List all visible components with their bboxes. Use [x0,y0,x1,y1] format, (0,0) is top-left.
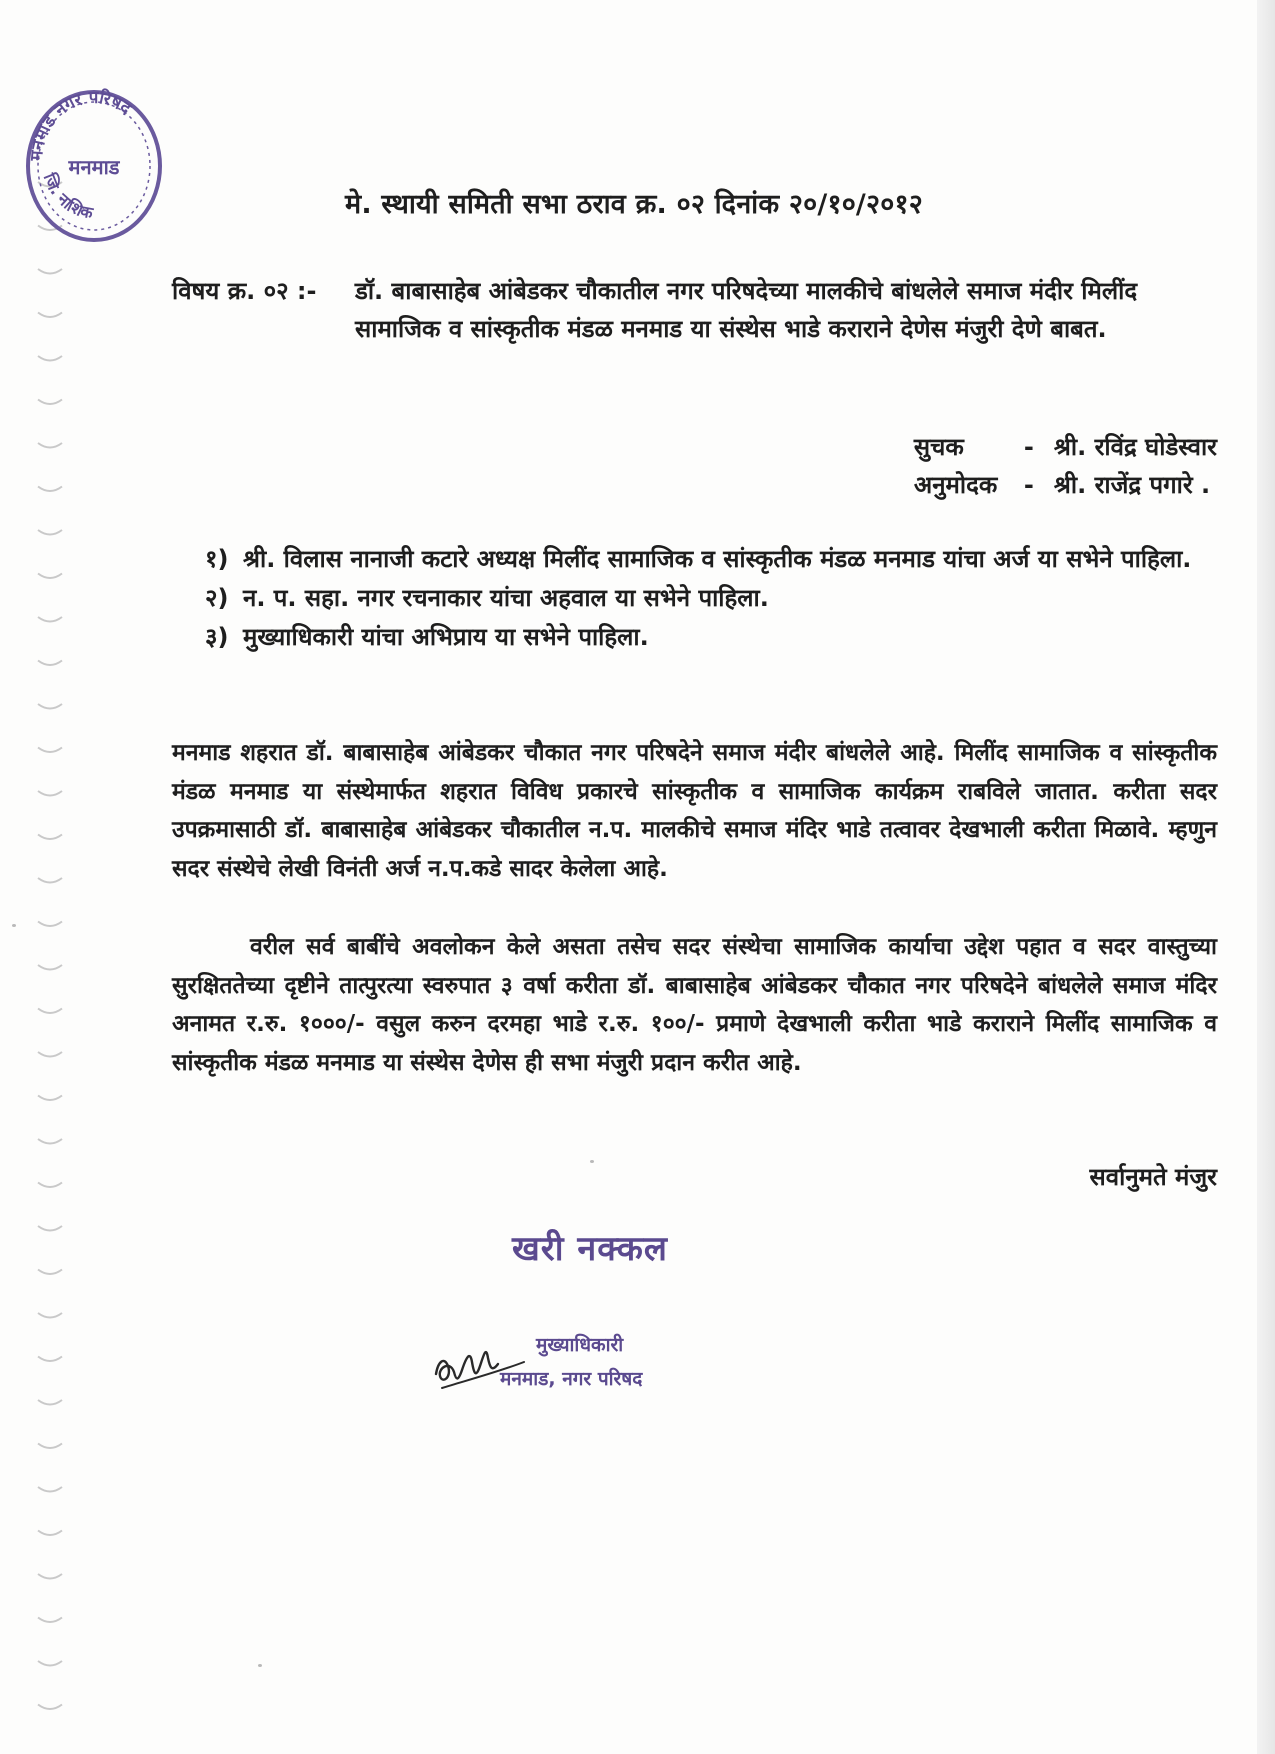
proposer-seconder-block [914,428,1217,504]
binding-hole [38,1270,62,1275]
svg-text:मनमाड नगर परिषद [27,87,136,162]
resolution-heading: मे. स्थायी समिती सभा ठराव क्र. ०२ दिनांक २०/१०/२०१२ [345,189,923,220]
binding-hole [38,1009,62,1014]
binding-hole [38,704,62,709]
list-item [205,579,1215,618]
stamp-top-text: मनमाड नगर परिषद [26,87,135,162]
subject-label: विषय क्र. ०२ :- [172,277,317,305]
true-copy-stamp: खरी नक्कल [512,1229,668,1269]
proposer-role: सुचक [913,433,964,461]
binding-hole [38,1618,62,1623]
binding-hole [38,1096,62,1101]
binding-hole [38,1052,62,1057]
unanimous-approval-note: सर्वानुमते मंजुर [1089,1163,1217,1191]
list-item [205,618,1215,657]
binding-hole [38,1444,62,1449]
binding-hole [38,878,62,883]
binding-hole [38,313,62,318]
binding-hole [38,1226,62,1231]
seconder-row [914,466,1217,504]
body-paragraph-1: मनमाड शहरात डॉ. बाबासाहेब आंबेडकर चौकात नगर परिषदेने समाज मंदीर बांधलेले आहे. मिलींद सामाजिक व सांस्कृतीक मंडळ मनमाड या संस्थेमार्फत शहरात विविध प्रकारचे सांस्कृतीक व सामाजिक कार्यक्रम राबविले जातात. करीता सदर उपक्रमासाठी डॉ. बाबासाहेब आंबेडकर चौकातील न.प. मालकीचे समाज मंदिर भाडे तत्वावर देखभाली करीता मिळावे. म्हणुन सदर संस्थेचे लेखी विनंती अर्ज न.प.कडे सादर केलेला आहे. [172,740,1217,882]
binding-hole [38,748,62,753]
list-item-text: श्री. विलास नानाजी कटारे अध्यक्ष मिलींद सामाजिक व सांस्कृतीक मंडळ मनमाड यांचा अर्ज या सभेने पाहिला. [243,545,1192,573]
binding-hole [38,1574,62,1579]
signatory-office: मनमाड, नगर परिषद [500,1368,643,1390]
council-seal-stamp [14,66,164,246]
binding-hole [38,1661,62,1666]
binding-hole [38,661,62,666]
paper-speck [590,1160,594,1163]
binding-hole [38,1400,62,1405]
stamp-bottom-text: जि. नाशिक [39,170,95,223]
binding-hole [38,617,62,622]
list-item-number: १) [205,545,229,573]
seconder-name: श्री. राजेंद्र पगारे . [1053,471,1211,499]
subject-block [172,272,1212,348]
binding-holes [30,170,70,1730]
binding-hole [38,1487,62,1492]
binding-hole [38,1357,62,1362]
paper-speck [258,1664,262,1667]
reviewed-items-list [205,540,1215,657]
seconder-role: अनुमोदक [913,471,998,499]
list-item-number: २) [205,584,229,612]
binding-hole [38,356,62,361]
binding-hole [38,922,62,927]
list-item [205,540,1215,579]
signatory-stamp [500,1328,642,1396]
binding-hole [38,1313,62,1318]
binding-hole [38,574,62,579]
binding-hole [38,530,62,535]
binding-hole [38,965,62,970]
signatory-title: मुख्याधिकारी [536,1334,624,1356]
proposer-dash: - [1023,433,1034,461]
binding-hole [38,791,62,796]
list-item-text: मुख्याधिकारी यांचा अभिप्राय या सभेने पाहिला. [243,623,649,651]
proposer-name: श्री. रविंद्र घोडेस्वार [1053,433,1217,461]
binding-hole [38,269,62,274]
subject-text: डॉ. बाबासाहेब आंबेडकर चौकातील नगर परिषदेच्या मालकीचे बांधलेले समाज मंदीर मिलींद सामाजिक व सांस्कृतीक मंडळ मनमाड या संस्थेस भाडे कराराने देणेस मंजुरी देणे बाबत. [355,277,1138,343]
list-item-text: न. प. सहा. नगर रचनाकार यांचा अहवाल या सभेने पाहिला. [243,584,769,612]
binding-hole [38,1183,62,1188]
binding-hole [38,400,62,405]
binding-hole [38,487,62,492]
page-edge-shadow [1257,0,1275,1754]
list-item-number: ३) [205,623,229,651]
stamp-center-text: मनमाड [68,155,120,179]
binding-hole [38,443,62,448]
paper-speck [12,924,16,927]
seconder-dash: - [1023,471,1034,499]
binding-hole [38,835,62,840]
binding-hole [38,1531,62,1536]
body-paragraph-2: वरील सर्व बाबींचे अवलोकन केले असता तसेच सदर संस्थेचा सामाजिक कार्याचा उद्देश पहात व सदर वास्तुच्या सुरक्षिततेच्या दृष्टीने तात्पुरत्या स्वरुपात ३ वर्षा करीता डॉ. बाबासाहेब आंबेडकर चौकात नगर परिषदेने बांधलेले समाज मंदिर अनामत र.रु. १०००/- वसुल करुन दरमहा भाडे र.रु. १००/- प्रमाणे देखभाली करीता भाडे कराराने मिलींद सामाजिक व सांस्कृतीक मंडळ मनमाड या संस्थेस देणेस ही सभा मंजुरी प्रदान करीत आहे. [172,934,1217,1076]
binding-hole [38,1705,62,1710]
proposer-row [914,428,1217,466]
binding-hole [38,1139,62,1144]
